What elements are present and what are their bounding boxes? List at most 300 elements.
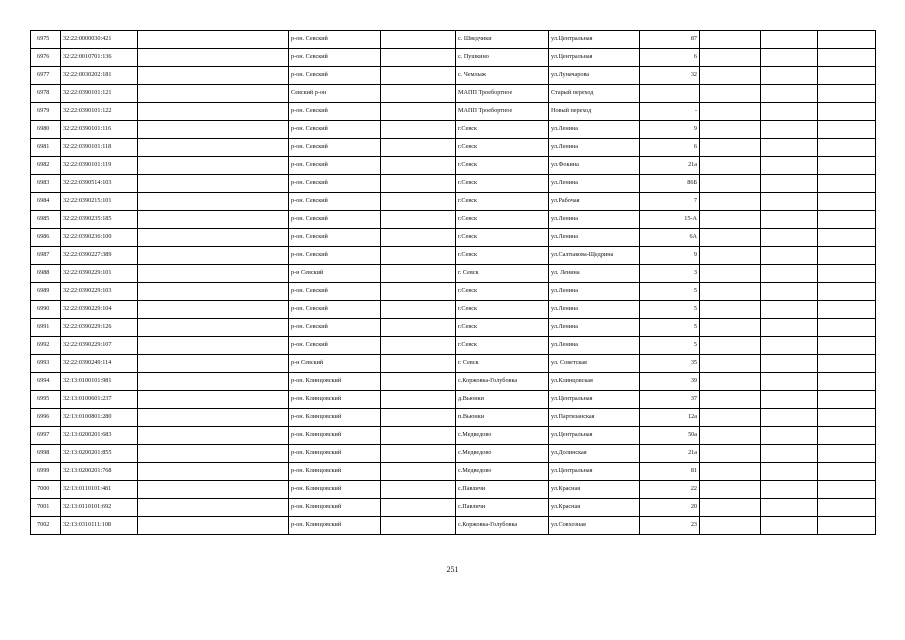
row-index-cell: 6980 bbox=[31, 121, 61, 139]
house-number-cell: 21а bbox=[640, 445, 700, 463]
table-row bbox=[31, 31, 876, 49]
street-cell: ул.Красная bbox=[549, 481, 640, 499]
table-row bbox=[31, 391, 876, 409]
district-cell: р-он. Клинцовский bbox=[289, 517, 381, 535]
empty-cell bbox=[700, 481, 761, 499]
locality-cell: с.Медведово bbox=[456, 463, 549, 481]
empty-cell bbox=[381, 283, 456, 301]
cadastral-number-cell: 32:13:0100101:981 bbox=[61, 373, 138, 391]
table-row bbox=[31, 85, 876, 103]
street-cell: ул.Ленина bbox=[549, 139, 640, 157]
empty-cell bbox=[138, 391, 289, 409]
empty-cell bbox=[138, 499, 289, 517]
house-number-cell: 22 bbox=[640, 481, 700, 499]
empty-cell bbox=[818, 427, 876, 445]
empty-cell bbox=[761, 445, 818, 463]
street-cell: ул.Центральная bbox=[549, 391, 640, 409]
district-cell: р-он. Клинцовский bbox=[289, 427, 381, 445]
empty-cell bbox=[381, 211, 456, 229]
street-cell: ул.Рабочая bbox=[549, 193, 640, 211]
empty-cell bbox=[761, 319, 818, 337]
empty-cell bbox=[381, 157, 456, 175]
row-index-cell: 6995 bbox=[31, 391, 61, 409]
empty-cell bbox=[381, 517, 456, 535]
empty-cell bbox=[818, 445, 876, 463]
empty-cell bbox=[700, 229, 761, 247]
street-cell: ул.Салтыкова-Щедрина bbox=[549, 247, 640, 265]
empty-cell bbox=[818, 49, 876, 67]
cadastral-number-cell: 32:22:0390101:122 bbox=[61, 103, 138, 121]
empty-cell bbox=[700, 67, 761, 85]
empty-cell bbox=[138, 463, 289, 481]
house-number-cell: 20 bbox=[640, 499, 700, 517]
empty-cell bbox=[818, 337, 876, 355]
street-cell: ул.Центральная bbox=[549, 427, 640, 445]
empty-cell bbox=[138, 85, 289, 103]
house-number-cell: 5 bbox=[640, 283, 700, 301]
cadastral-number-cell: 32:22:0390236:100 bbox=[61, 229, 138, 247]
row-index-cell: 7001 bbox=[31, 499, 61, 517]
empty-cell bbox=[138, 373, 289, 391]
empty-cell bbox=[381, 337, 456, 355]
district-cell: р-он. Севский bbox=[289, 301, 381, 319]
street-cell: Новый переход bbox=[549, 103, 640, 121]
cadastral-number-cell: 32:22:0390101:121 bbox=[61, 85, 138, 103]
registry-table bbox=[30, 30, 876, 535]
empty-cell bbox=[138, 481, 289, 499]
empty-cell bbox=[381, 373, 456, 391]
locality-cell: г.Севск bbox=[456, 319, 549, 337]
house-number-cell: 23 bbox=[640, 517, 700, 535]
empty-cell bbox=[138, 355, 289, 373]
house-number-cell: 50а bbox=[640, 427, 700, 445]
cadastral-number-cell: 32:22:0010701:136 bbox=[61, 49, 138, 67]
empty-cell bbox=[700, 499, 761, 517]
table-row bbox=[31, 463, 876, 481]
street-cell: ул.Совхозная bbox=[549, 517, 640, 535]
empty-cell bbox=[138, 211, 289, 229]
empty-cell bbox=[381, 499, 456, 517]
empty-cell bbox=[381, 319, 456, 337]
cadastral-number-cell: 32:13:0200201:855 bbox=[61, 445, 138, 463]
street-cell: ул.Ленина bbox=[549, 319, 640, 337]
empty-cell bbox=[381, 355, 456, 373]
empty-cell bbox=[761, 211, 818, 229]
empty-cell bbox=[700, 409, 761, 427]
row-index-cell: 6983 bbox=[31, 175, 61, 193]
locality-cell: с.Коржовка-Голубовка bbox=[456, 373, 549, 391]
district-cell: р-н Севский bbox=[289, 265, 381, 283]
empty-cell bbox=[700, 157, 761, 175]
table-row bbox=[31, 139, 876, 157]
district-cell: р-он. Севский bbox=[289, 121, 381, 139]
empty-cell bbox=[700, 427, 761, 445]
empty-cell bbox=[700, 139, 761, 157]
row-index-cell: 6998 bbox=[31, 445, 61, 463]
table-row bbox=[31, 265, 876, 283]
empty-cell bbox=[818, 463, 876, 481]
row-index-cell: 6992 bbox=[31, 337, 61, 355]
empty-cell bbox=[381, 193, 456, 211]
house-number-cell: 5 bbox=[640, 319, 700, 337]
house-number-cell: 37 bbox=[640, 391, 700, 409]
locality-cell: с.Павличи bbox=[456, 499, 549, 517]
table-row bbox=[31, 67, 876, 85]
street-cell: ул.Ленина bbox=[549, 121, 640, 139]
locality-cell: г.Севск bbox=[456, 175, 549, 193]
district-cell: р-он. Севский bbox=[289, 103, 381, 121]
house-number-cell: 5 bbox=[640, 301, 700, 319]
district-cell: р-он. Севский bbox=[289, 157, 381, 175]
empty-cell bbox=[761, 67, 818, 85]
empty-cell bbox=[700, 193, 761, 211]
empty-cell bbox=[761, 49, 818, 67]
empty-cell bbox=[700, 517, 761, 535]
locality-cell: с.Коржовка-Голубовка bbox=[456, 517, 549, 535]
empty-cell bbox=[818, 121, 876, 139]
empty-cell bbox=[818, 409, 876, 427]
empty-cell bbox=[138, 175, 289, 193]
locality-cell: п.Вьюнки bbox=[456, 409, 549, 427]
table-row bbox=[31, 445, 876, 463]
empty-cell bbox=[381, 121, 456, 139]
locality-cell: г.Севск bbox=[456, 211, 549, 229]
house-number-cell: 6 bbox=[640, 49, 700, 67]
district-cell: р-он. Клинцовский bbox=[289, 391, 381, 409]
empty-cell bbox=[138, 139, 289, 157]
empty-cell bbox=[818, 265, 876, 283]
table-row bbox=[31, 319, 876, 337]
empty-cell bbox=[138, 229, 289, 247]
district-cell: р-он. Севский bbox=[289, 229, 381, 247]
table-row bbox=[31, 409, 876, 427]
street-cell: ул.Ленина bbox=[549, 229, 640, 247]
cadastral-number-cell: 32:22:0390249:114 bbox=[61, 355, 138, 373]
cadastral-number-cell: 32:13:0110101:692 bbox=[61, 499, 138, 517]
row-index-cell: 6984 bbox=[31, 193, 61, 211]
locality-cell: с.Павличи bbox=[456, 481, 549, 499]
table-row bbox=[31, 427, 876, 445]
row-index-cell: 6997 bbox=[31, 427, 61, 445]
empty-cell bbox=[138, 283, 289, 301]
empty-cell bbox=[818, 499, 876, 517]
row-index-cell: 6978 bbox=[31, 85, 61, 103]
cadastral-number-cell: 32:22:0390229:104 bbox=[61, 301, 138, 319]
empty-cell bbox=[818, 283, 876, 301]
table-row bbox=[31, 499, 876, 517]
cadastral-number-cell: 32:22:0390235:185 bbox=[61, 211, 138, 229]
house-number-cell: 35 bbox=[640, 355, 700, 373]
empty-cell bbox=[761, 499, 818, 517]
table-row bbox=[31, 301, 876, 319]
district-cell: Севский р-он bbox=[289, 85, 381, 103]
empty-cell bbox=[761, 463, 818, 481]
empty-cell bbox=[138, 49, 289, 67]
locality-cell: с.Медведово bbox=[456, 445, 549, 463]
empty-cell bbox=[761, 121, 818, 139]
house-number-cell: 9 bbox=[640, 121, 700, 139]
locality-cell: г.Севск bbox=[456, 193, 549, 211]
row-index-cell: 6979 bbox=[31, 103, 61, 121]
row-index-cell: 6977 bbox=[31, 67, 61, 85]
empty-cell bbox=[818, 193, 876, 211]
empty-cell bbox=[761, 481, 818, 499]
street-cell: ул.Ленина bbox=[549, 337, 640, 355]
row-index-cell: 6996 bbox=[31, 409, 61, 427]
row-index-cell: 6976 bbox=[31, 49, 61, 67]
row-index-cell: 6987 bbox=[31, 247, 61, 265]
district-cell: р-он. Севский bbox=[289, 319, 381, 337]
empty-cell bbox=[381, 265, 456, 283]
cadastral-number-cell: 32:22:0390229:107 bbox=[61, 337, 138, 355]
street-cell: ул. Советская bbox=[549, 355, 640, 373]
district-cell: р-он. Клинцовский bbox=[289, 481, 381, 499]
district-cell: р-н Севский bbox=[289, 355, 381, 373]
house-number-cell: 32 bbox=[640, 67, 700, 85]
empty-cell bbox=[818, 355, 876, 373]
page-number: 251 bbox=[446, 565, 459, 574]
empty-cell bbox=[381, 175, 456, 193]
house-number-cell: 21а bbox=[640, 157, 700, 175]
table-row bbox=[31, 247, 876, 265]
empty-cell bbox=[700, 103, 761, 121]
locality-cell: с. Пушкино bbox=[456, 49, 549, 67]
empty-cell bbox=[818, 67, 876, 85]
district-cell: р-он. Севский bbox=[289, 337, 381, 355]
empty-cell bbox=[818, 31, 876, 49]
empty-cell bbox=[761, 157, 818, 175]
house-number-cell: 6А bbox=[640, 229, 700, 247]
empty-cell bbox=[700, 85, 761, 103]
empty-cell bbox=[818, 319, 876, 337]
district-cell: р-он. Клинцовский bbox=[289, 373, 381, 391]
locality-cell: г. Севск bbox=[456, 265, 549, 283]
cadastral-number-cell: 32:22:0390215:101 bbox=[61, 193, 138, 211]
cadastral-number-cell: 32:22:0000030:421 bbox=[61, 31, 138, 49]
table-body bbox=[31, 31, 876, 535]
empty-cell bbox=[700, 337, 761, 355]
empty-cell bbox=[761, 283, 818, 301]
empty-cell bbox=[700, 445, 761, 463]
empty-cell bbox=[761, 103, 818, 121]
locality-cell: г.Севск bbox=[456, 121, 549, 139]
empty-cell bbox=[700, 283, 761, 301]
district-cell: р-он. Севский bbox=[289, 193, 381, 211]
table-row bbox=[31, 121, 876, 139]
empty-cell bbox=[138, 157, 289, 175]
empty-cell bbox=[761, 31, 818, 49]
empty-cell bbox=[381, 103, 456, 121]
empty-cell bbox=[818, 175, 876, 193]
cadastral-number-cell: 32:22:0390227:389 bbox=[61, 247, 138, 265]
empty-cell bbox=[138, 409, 289, 427]
empty-cell bbox=[818, 85, 876, 103]
empty-cell bbox=[138, 193, 289, 211]
row-index-cell: 6993 bbox=[31, 355, 61, 373]
district-cell: р-он. Клинцовский bbox=[289, 445, 381, 463]
empty-cell bbox=[381, 463, 456, 481]
empty-cell bbox=[761, 409, 818, 427]
district-cell: р-он. Клинцовский bbox=[289, 499, 381, 517]
row-index-cell: 6986 bbox=[31, 229, 61, 247]
table-row bbox=[31, 481, 876, 499]
empty-cell bbox=[761, 517, 818, 535]
street-cell: ул.Луначарова bbox=[549, 67, 640, 85]
house-number-cell: - bbox=[640, 103, 700, 121]
cadastral-number-cell: 32:22:0390229:101 bbox=[61, 265, 138, 283]
locality-cell: с. Шведчики bbox=[456, 31, 549, 49]
empty-cell bbox=[381, 85, 456, 103]
district-cell: р-он. Севский bbox=[289, 31, 381, 49]
row-index-cell: 6991 bbox=[31, 319, 61, 337]
empty-cell bbox=[761, 391, 818, 409]
empty-cell bbox=[818, 139, 876, 157]
house-number-cell: 86Б bbox=[640, 175, 700, 193]
locality-cell: г.Севск bbox=[456, 301, 549, 319]
empty-cell bbox=[818, 247, 876, 265]
district-cell: р-он. Севский bbox=[289, 67, 381, 85]
empty-cell bbox=[381, 139, 456, 157]
row-index-cell: 6985 bbox=[31, 211, 61, 229]
locality-cell: МАПП Троебортное bbox=[456, 85, 549, 103]
empty-cell bbox=[818, 211, 876, 229]
street-cell: ул. Ленина bbox=[549, 265, 640, 283]
table-row bbox=[31, 157, 876, 175]
row-index-cell: 6981 bbox=[31, 139, 61, 157]
empty-cell bbox=[138, 427, 289, 445]
empty-cell bbox=[818, 229, 876, 247]
table-row bbox=[31, 337, 876, 355]
street-cell: ул.Клинцовская bbox=[549, 373, 640, 391]
cadastral-number-cell: 32:22:0390229:126 bbox=[61, 319, 138, 337]
empty-cell bbox=[761, 193, 818, 211]
locality-cell: г.Севск bbox=[456, 283, 549, 301]
street-cell: ул.Долинская bbox=[549, 445, 640, 463]
house-number-cell: 3 bbox=[640, 265, 700, 283]
house-number-cell: 5 bbox=[640, 337, 700, 355]
locality-cell: с. Чемлыж bbox=[456, 67, 549, 85]
cadastral-number-cell: 32:22:0390101:119 bbox=[61, 157, 138, 175]
locality-cell: г.Севск bbox=[456, 157, 549, 175]
empty-cell bbox=[138, 301, 289, 319]
empty-cell bbox=[138, 247, 289, 265]
house-number-cell: 15-А bbox=[640, 211, 700, 229]
table-row bbox=[31, 373, 876, 391]
empty-cell bbox=[381, 49, 456, 67]
street-cell: ул.Центральная bbox=[549, 49, 640, 67]
empty-cell bbox=[761, 373, 818, 391]
street-cell: ул.Красная bbox=[549, 499, 640, 517]
empty-cell bbox=[818, 391, 876, 409]
empty-cell bbox=[381, 409, 456, 427]
house-number-cell: 39 bbox=[640, 373, 700, 391]
table-row bbox=[31, 283, 876, 301]
empty-cell bbox=[138, 121, 289, 139]
street-cell: ул.Ленина bbox=[549, 283, 640, 301]
empty-cell bbox=[818, 373, 876, 391]
empty-cell bbox=[700, 373, 761, 391]
cadastral-number-cell: 32:13:0310111:108 bbox=[61, 517, 138, 535]
locality-cell: г.Севск bbox=[456, 229, 549, 247]
empty-cell bbox=[138, 265, 289, 283]
cadastral-number-cell: 32:13:0200201:683 bbox=[61, 427, 138, 445]
empty-cell bbox=[381, 247, 456, 265]
locality-cell: г. Севск bbox=[456, 355, 549, 373]
empty-cell bbox=[700, 247, 761, 265]
empty-cell bbox=[700, 211, 761, 229]
row-index-cell: 7002 bbox=[31, 517, 61, 535]
locality-cell: г.Севск bbox=[456, 247, 549, 265]
cadastral-number-cell: 32:22:0390101:118 bbox=[61, 139, 138, 157]
cadastral-number-cell: 32:22:0390229:103 bbox=[61, 283, 138, 301]
table-row bbox=[31, 49, 876, 67]
empty-cell bbox=[381, 445, 456, 463]
street-cell: ул.Ленина bbox=[549, 211, 640, 229]
row-index-cell: 6982 bbox=[31, 157, 61, 175]
empty-cell bbox=[761, 85, 818, 103]
empty-cell bbox=[700, 31, 761, 49]
district-cell: р-он. Севский bbox=[289, 283, 381, 301]
empty-cell bbox=[381, 427, 456, 445]
table-row bbox=[31, 175, 876, 193]
district-cell: р-он. Севский bbox=[289, 175, 381, 193]
empty-cell bbox=[700, 301, 761, 319]
empty-cell bbox=[381, 391, 456, 409]
house-number-cell: 7 bbox=[640, 193, 700, 211]
table-row bbox=[31, 103, 876, 121]
table-row bbox=[31, 211, 876, 229]
empty-cell bbox=[818, 103, 876, 121]
empty-cell bbox=[761, 229, 818, 247]
empty-cell bbox=[138, 67, 289, 85]
empty-cell bbox=[381, 481, 456, 499]
street-cell: ул.Фокина bbox=[549, 157, 640, 175]
district-cell: р-он. Севский bbox=[289, 139, 381, 157]
cadastral-number-cell: 32:13:0100801:280 bbox=[61, 409, 138, 427]
house-number-cell: 6 bbox=[640, 139, 700, 157]
empty-cell bbox=[818, 301, 876, 319]
street-cell: ул.Центральная bbox=[549, 463, 640, 481]
empty-cell bbox=[761, 301, 818, 319]
empty-cell bbox=[700, 355, 761, 373]
street-cell: ул.Центральная bbox=[549, 31, 640, 49]
street-cell: ул.Ленина bbox=[549, 175, 640, 193]
district-cell: р-он. Клинцовский bbox=[289, 463, 381, 481]
row-index-cell: 7000 bbox=[31, 481, 61, 499]
empty-cell bbox=[700, 265, 761, 283]
empty-cell bbox=[700, 391, 761, 409]
empty-cell bbox=[381, 229, 456, 247]
empty-cell bbox=[761, 247, 818, 265]
row-index-cell: 6994 bbox=[31, 373, 61, 391]
table-row bbox=[31, 355, 876, 373]
house-number-cell: 87 bbox=[640, 31, 700, 49]
empty-cell bbox=[700, 175, 761, 193]
empty-cell bbox=[138, 445, 289, 463]
house-number-cell: 81 bbox=[640, 463, 700, 481]
cadastral-number-cell: 32:13:0110101:481 bbox=[61, 481, 138, 499]
locality-cell: г.Севск bbox=[456, 337, 549, 355]
empty-cell bbox=[818, 481, 876, 499]
empty-cell bbox=[761, 139, 818, 157]
locality-cell: д.Вьюнки bbox=[456, 391, 549, 409]
empty-cell bbox=[700, 49, 761, 67]
locality-cell: МАПП Троебортное bbox=[456, 103, 549, 121]
row-index-cell: 6990 bbox=[31, 301, 61, 319]
empty-cell bbox=[700, 121, 761, 139]
empty-cell bbox=[700, 319, 761, 337]
empty-cell bbox=[138, 31, 289, 49]
